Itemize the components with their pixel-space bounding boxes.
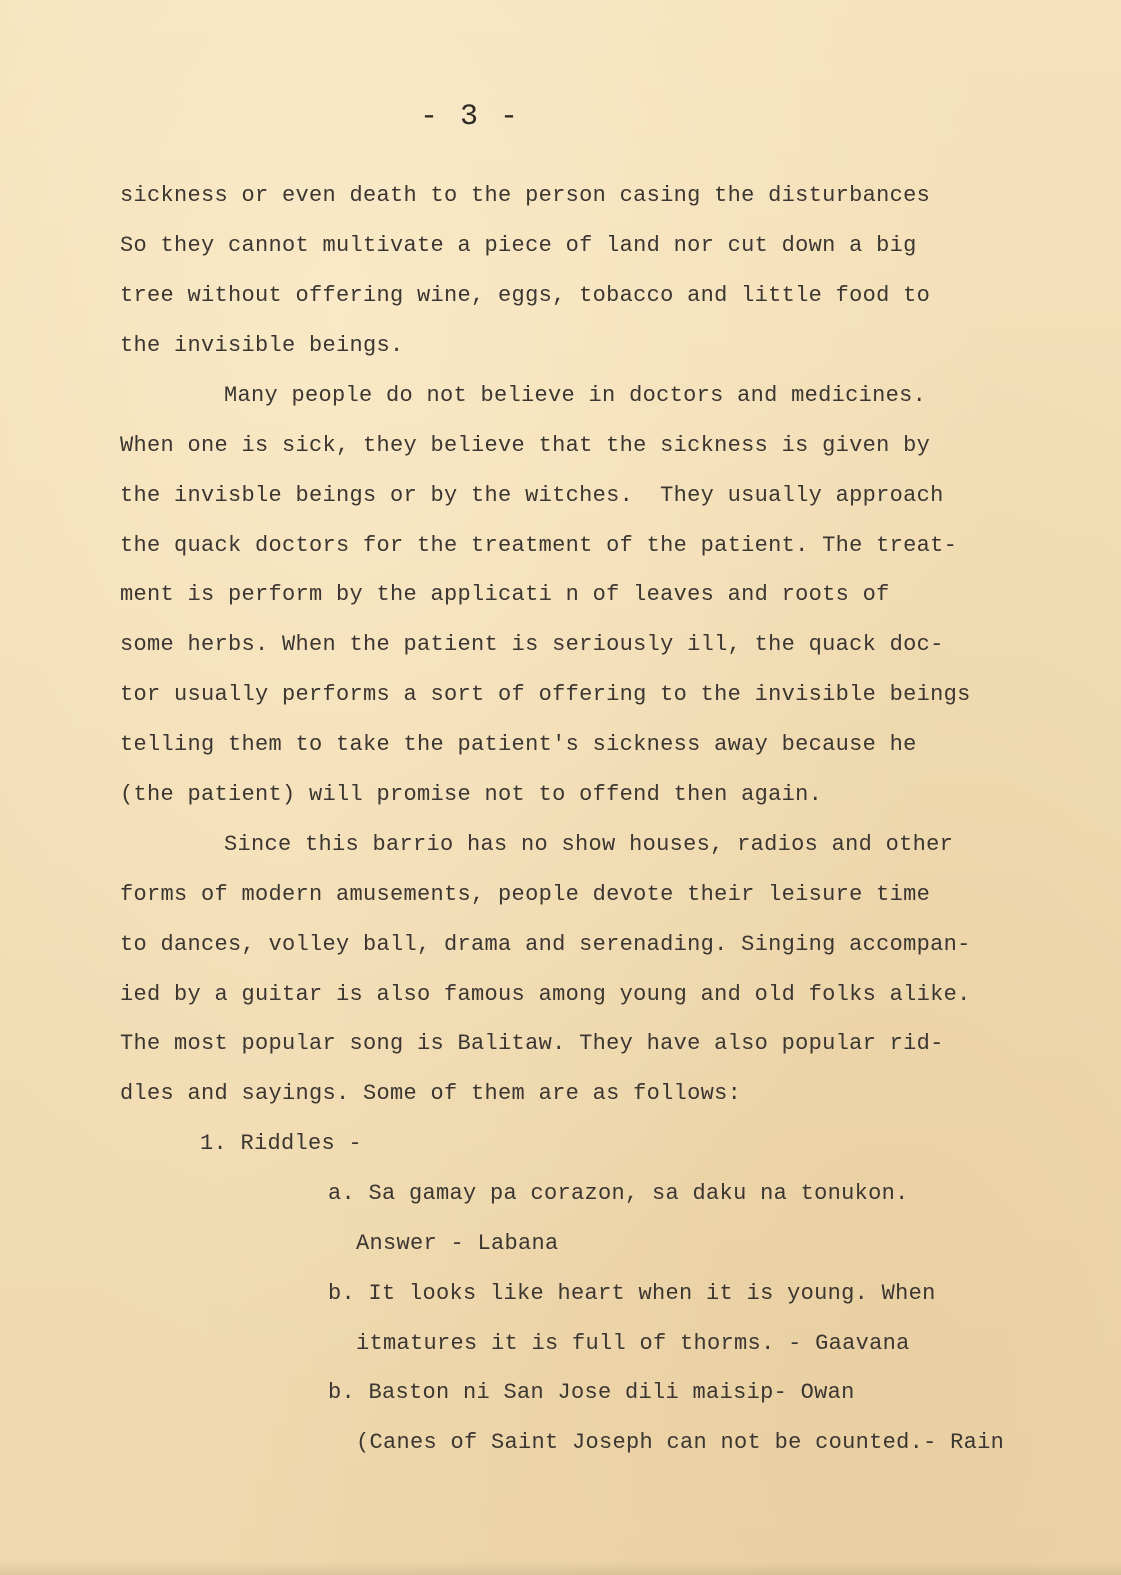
text-line: Many people do not believe in doctors and medicines. [224, 383, 927, 408]
text-line: tree without offering wine, eggs, tobacco and little food to [120, 283, 931, 308]
text-line: telling them to take the patient's sickness away because he [120, 732, 917, 757]
text-line: to dances, volley ball, drama and serenading. Singing accompan- [120, 932, 971, 957]
riddles-heading: 1. Riddles - [200, 1131, 363, 1156]
riddle-item: b. Baston ni San Jose dili maisip- Owan [328, 1380, 855, 1405]
text-line: tor usually performs a sort of offering to the invisible beings [120, 682, 971, 707]
riddle-answer: itmatures it is full of thorms. - Gaavana [356, 1331, 910, 1356]
text-line: ied by a guitar is also famous among young and old folks alike. [120, 982, 971, 1007]
text-line: forms of modern amusements, people devote their leisure time [120, 882, 931, 907]
riddle-answer: Answer - Labana [356, 1231, 559, 1256]
text-line: When one is sick, they believe that the sickness is given by [120, 433, 931, 458]
page-number: - 3 - [419, 100, 520, 134]
text-line: ment is perform by the applicati n of leaves and roots of [120, 582, 890, 607]
riddle-translation: (Canes of Saint Joseph can not be counted.- Rain [356, 1430, 1005, 1455]
text-line: dles and sayings. Some of them are as follows: [120, 1081, 742, 1106]
text-line: (the patient) will promise not to offend then again. [120, 782, 823, 807]
text-line: the invisble beings or by the witches. They usually approach [120, 483, 944, 508]
text-line: some herbs. When the patient is seriously ill, the quack doc- [120, 632, 944, 657]
text-line: So they cannot multivate a piece of land nor cut down a big [120, 233, 917, 258]
paper-bottom-edge [0, 1561, 1121, 1575]
text-line: Since this barrio has no show houses, radios and other [224, 832, 954, 857]
text-line: The most popular song is Balitaw. They have also popular rid- [120, 1031, 944, 1056]
text-line: sickness or even death to the person casing the disturbances [120, 183, 931, 208]
text-line: the invisible beings. [120, 333, 404, 358]
riddle-item: b. It looks like heart when it is young. When [328, 1281, 936, 1306]
riddle-item: a. Sa gamay pa corazon, sa daku na tonukon. [328, 1181, 909, 1206]
text-line: the quack doctors for the treatment of the patient. The treat- [120, 533, 958, 558]
